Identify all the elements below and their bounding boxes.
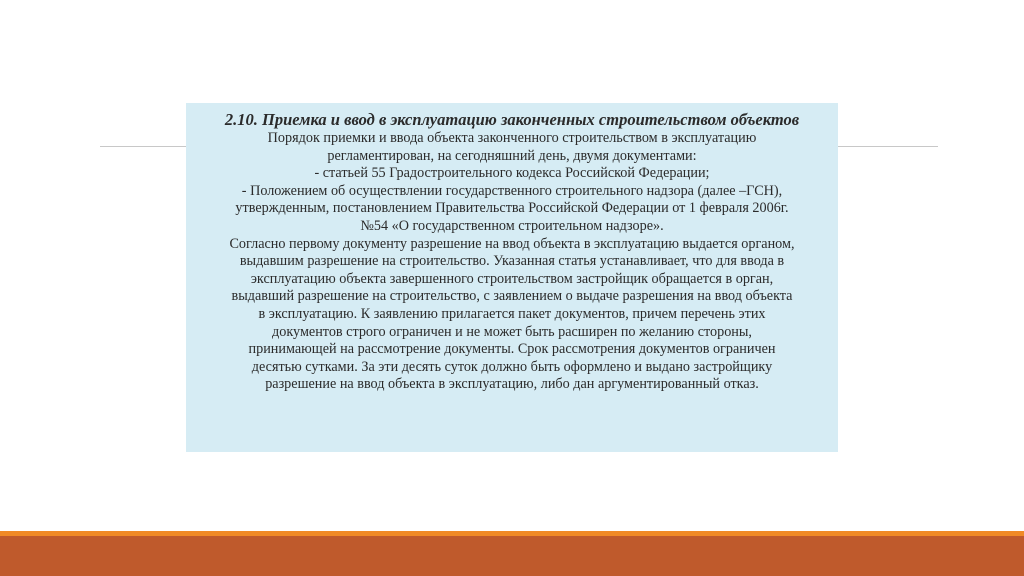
text-line-4: - Положением об осуществлении государственного строительного надзора (далее –ГСН), [241, 182, 783, 199]
text-line-15: разрешение на ввод объекта в эксплуатацию, либо дан аргументированный отказ. [265, 376, 759, 393]
text-line-5: утвержденным, постановлением Правительства Российской Федерации от 1 февраля 2006г. [235, 200, 789, 217]
text-line-9: эксплуатацию объекта завершенного строительством застройщик обращается в орган, [250, 270, 774, 287]
divider-line-left [100, 146, 186, 147]
text-line-8: выдавшим разрешение на строительство. Указанная статья устанавливает, что для ввода в [239, 253, 785, 270]
text-line-14: десятью сутками. За эти десять суток должно быть оформлено и выдано застройщику [251, 358, 773, 375]
text-line-2: регламентирован, на сегодняшний день, двумя документами: [327, 147, 697, 164]
footer-band [0, 536, 1024, 576]
text-line-13: принимающей на рассмотрение документы. Срок рассмотрения документов ограничен [248, 341, 776, 358]
text-line-10: выдавший разрешение на строительство, с заявлением о выдаче разрешения на ввод объекта [231, 288, 793, 305]
text-line-3: - статьей 55 Градостроительного кодекса Российской Федерации; [314, 165, 710, 182]
text-line-11: в эксплуатацию. К заявлению прилагается пакет документов, причем перечень этих [258, 305, 766, 322]
divider-line-right [838, 146, 938, 147]
content-text-box [186, 103, 838, 452]
slide-title: 2.10. Приемка и ввод в эксплуатацию законченных строительством объектов [224, 110, 800, 129]
text-line-12: документов строго ограничен и не может быть расширен по желанию стороны, [272, 323, 752, 340]
text-line-6: №54 «О государственном строительном надзоре». [360, 217, 664, 234]
text-line-1: Порядок приемки и ввода объекта законченного строительством в эксплуатацию [267, 130, 757, 146]
text-line-7: Согласно первому документу разрешение на ввод объекта в эксплуатацию выдается органом, [229, 235, 795, 252]
